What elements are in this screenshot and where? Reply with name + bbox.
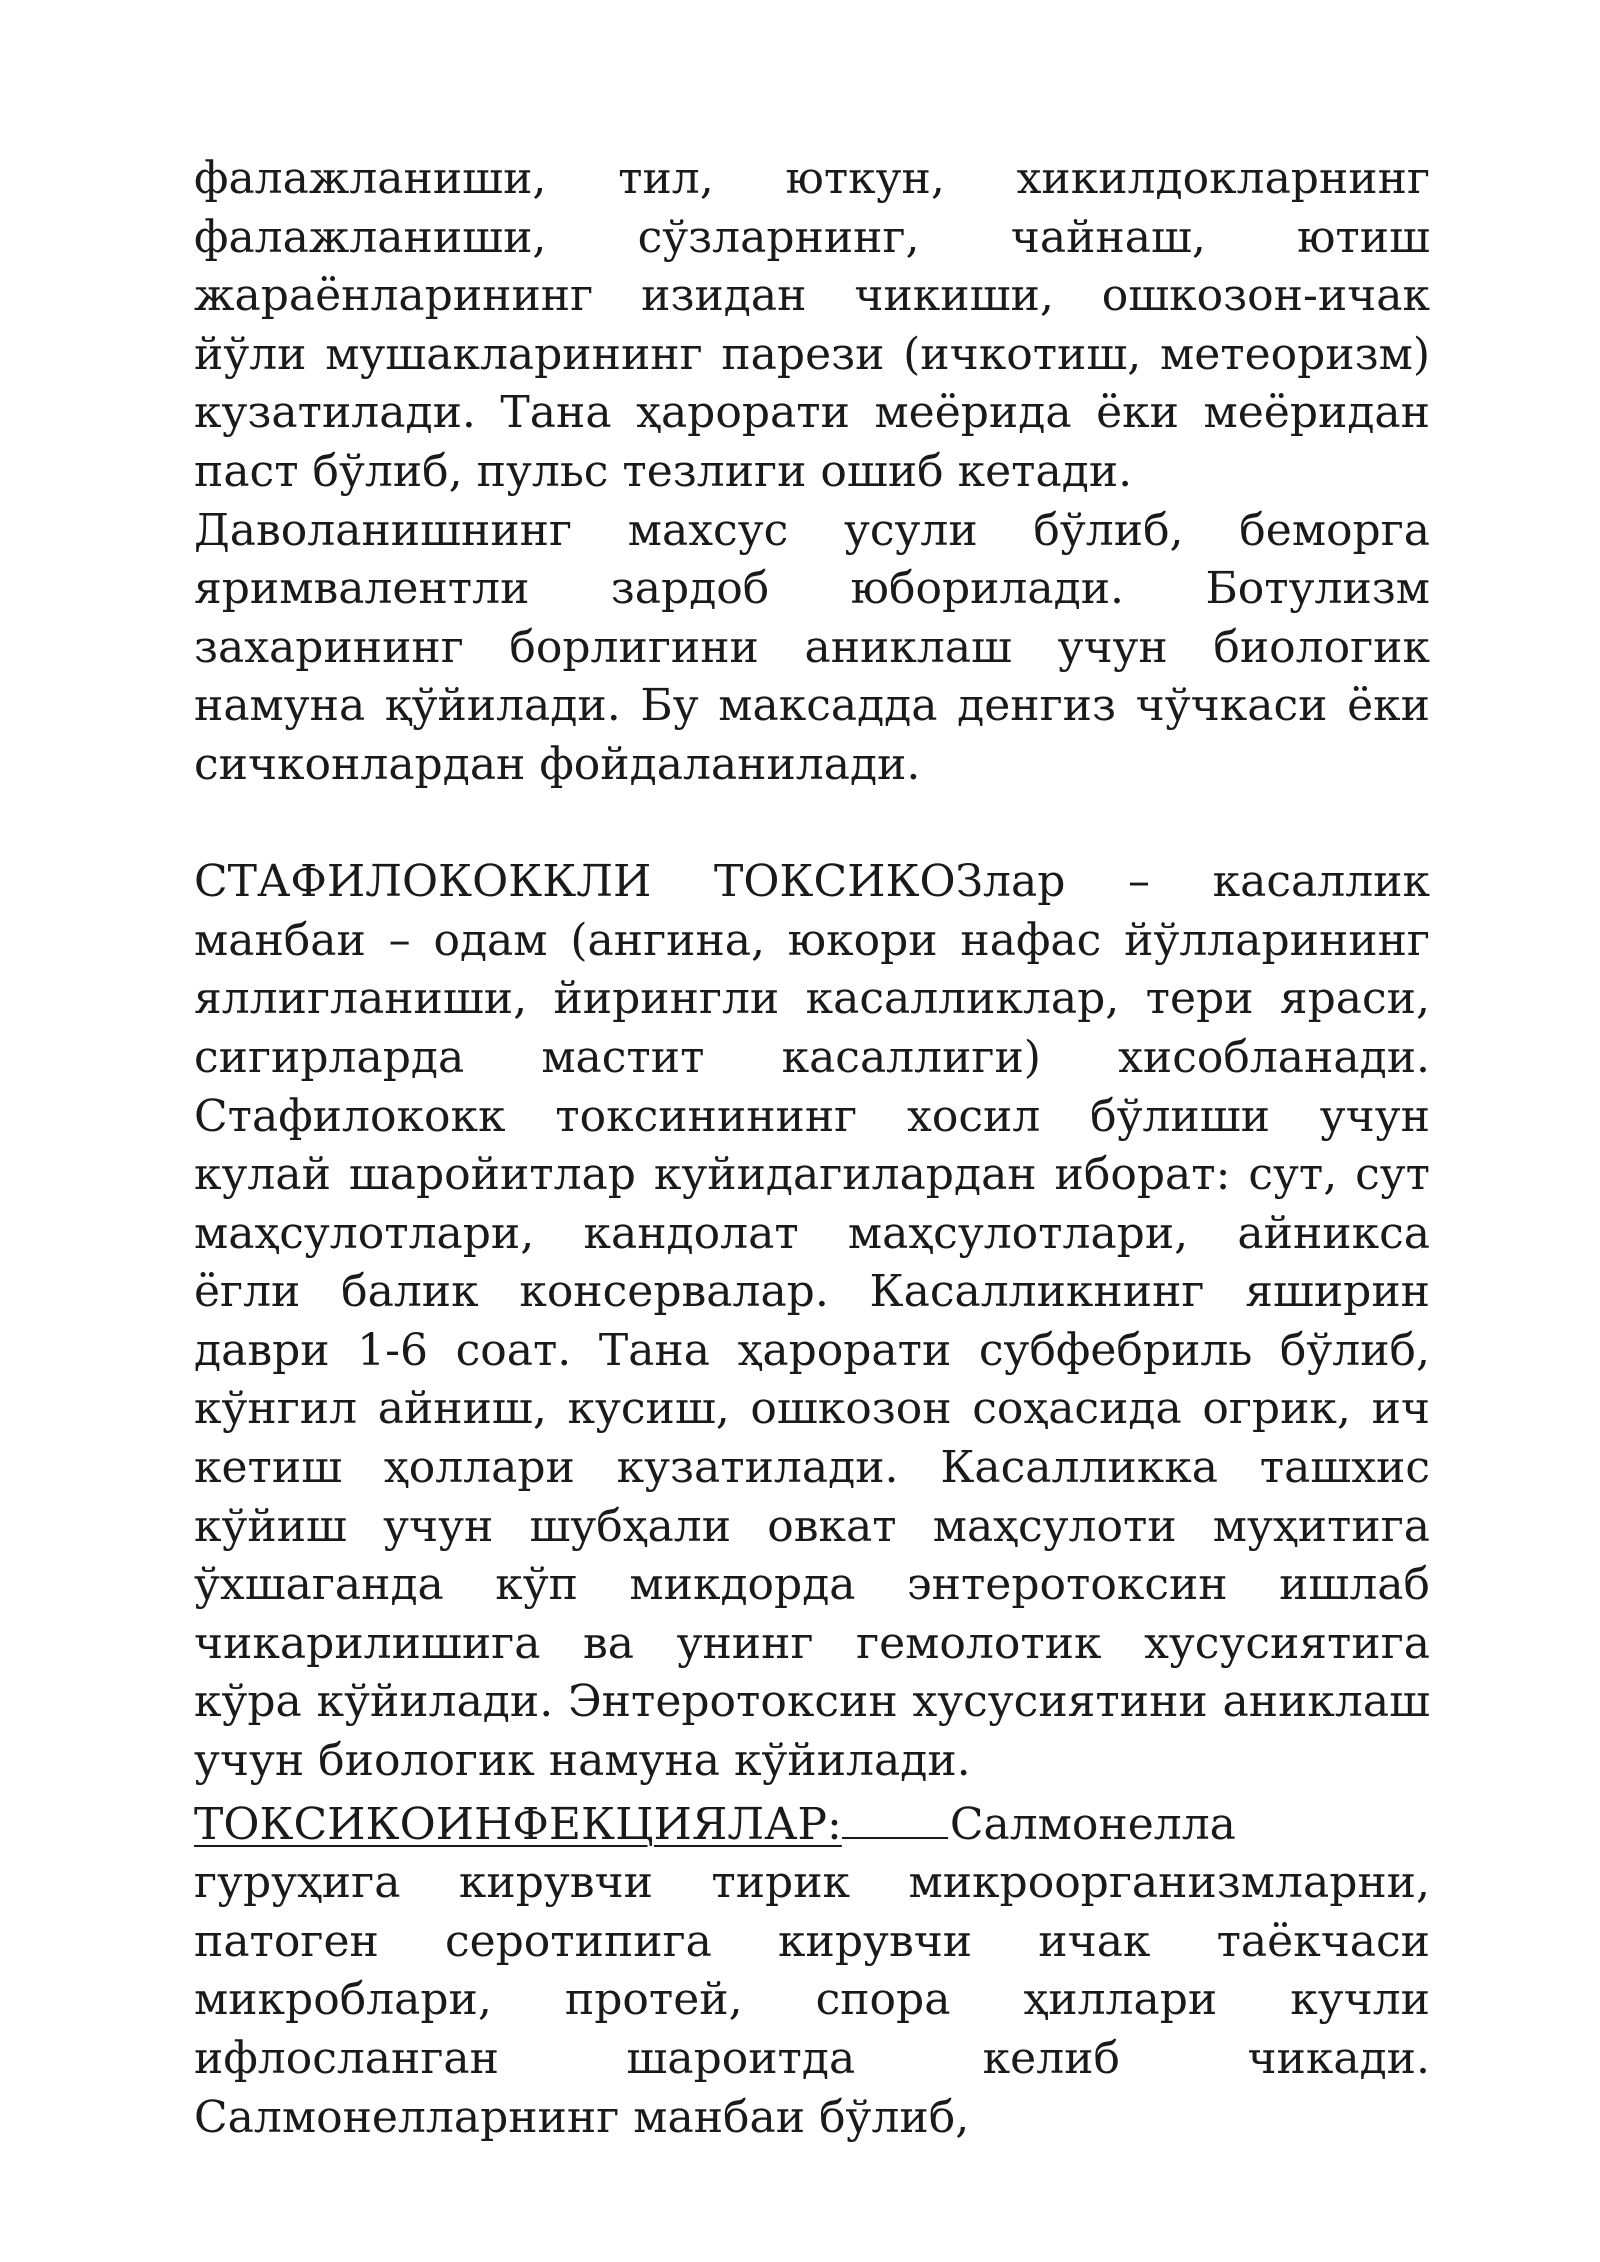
paragraph-symptoms: фалажланиши, тил, юткун, хикилдокларнинг фалажланиши, сўзларнинг, чайнаш, ютиш жараёнларининг изидан чикиши, ошкозон-ичак йўли мушакларининг парези (ичкотиш, метеоризм) кузатилади. Тана ҳарорати меёрида ёки меёридан паст бўлиб, пульс тезлиги ошиб кетади. <box>194 153 1430 497</box>
toxicoinfections-body: Салмонелла гуруҳига кирувчи тирик микроорганизмларни, патоген серотипига кирувчи ичак таёкчаси микроблари, протей, спора ҳиллари кучли ифлосланган шароитда келиб чикади. Салмонелларнинг манбаи бўлиб, <box>194 1798 1430 2143</box>
heading-underline-extension <box>842 1791 948 1839</box>
paragraph-staphylococcal-toxicosis: СТАФИЛОКОККЛИ ТОКСИКОЗлар – касаллик манбаи – одам (ангина, юкори нафас йўлларининг яллигланиши, йирингли касалликлар, тери яраси, сигирларда мастит касаллиги) хисобланади. Стафилококк токсинининг хосил бўлиши учун кулай шаройитлар куйидагилардан иборат: сут, сут маҳсулотлари, кандолат маҳсулотлари, айникса ёгли балик консервалар. Касалликнинг яширин даври 1-6 соат. Тана ҳарорати субфебриль бўлиб, кўнгил айниш, кусиш, ошкозон соҳасида огрик, ич кетиш ҳоллари кузатилади. Касалликка ташхис кўйиш учун шубҳали овкат маҳсулоти муҳитига ўхшаганда кўп микдорда энтеротоксин ишлаб чикарилишига ва унинг гемолотик хусусиятига кўра кўйилади. Энтеротоксин хусусиятини аниклаш учун биологик намуна кўйилади. <box>194 856 1430 1787</box>
paragraph-toxicoinfections <box>194 1791 1430 2148</box>
section-heading-toxicoinfections: ТОКСИКОИНФЕКЦИЯЛАР: <box>194 1798 842 1850</box>
document-page <box>194 150 1430 2147</box>
paragraph-treatment: Даволанишнинг махсус усули бўлиб, беморга яримвалентли зардоб юборилади. Ботулизм захарининг борлигини аниклаш учун биологик намуна қўйилади. Бу максадда денгиз чўчкаси ёки сичконлардан фойдаланилади. <box>194 504 1430 790</box>
paragraph-gap <box>194 795 1430 854</box>
